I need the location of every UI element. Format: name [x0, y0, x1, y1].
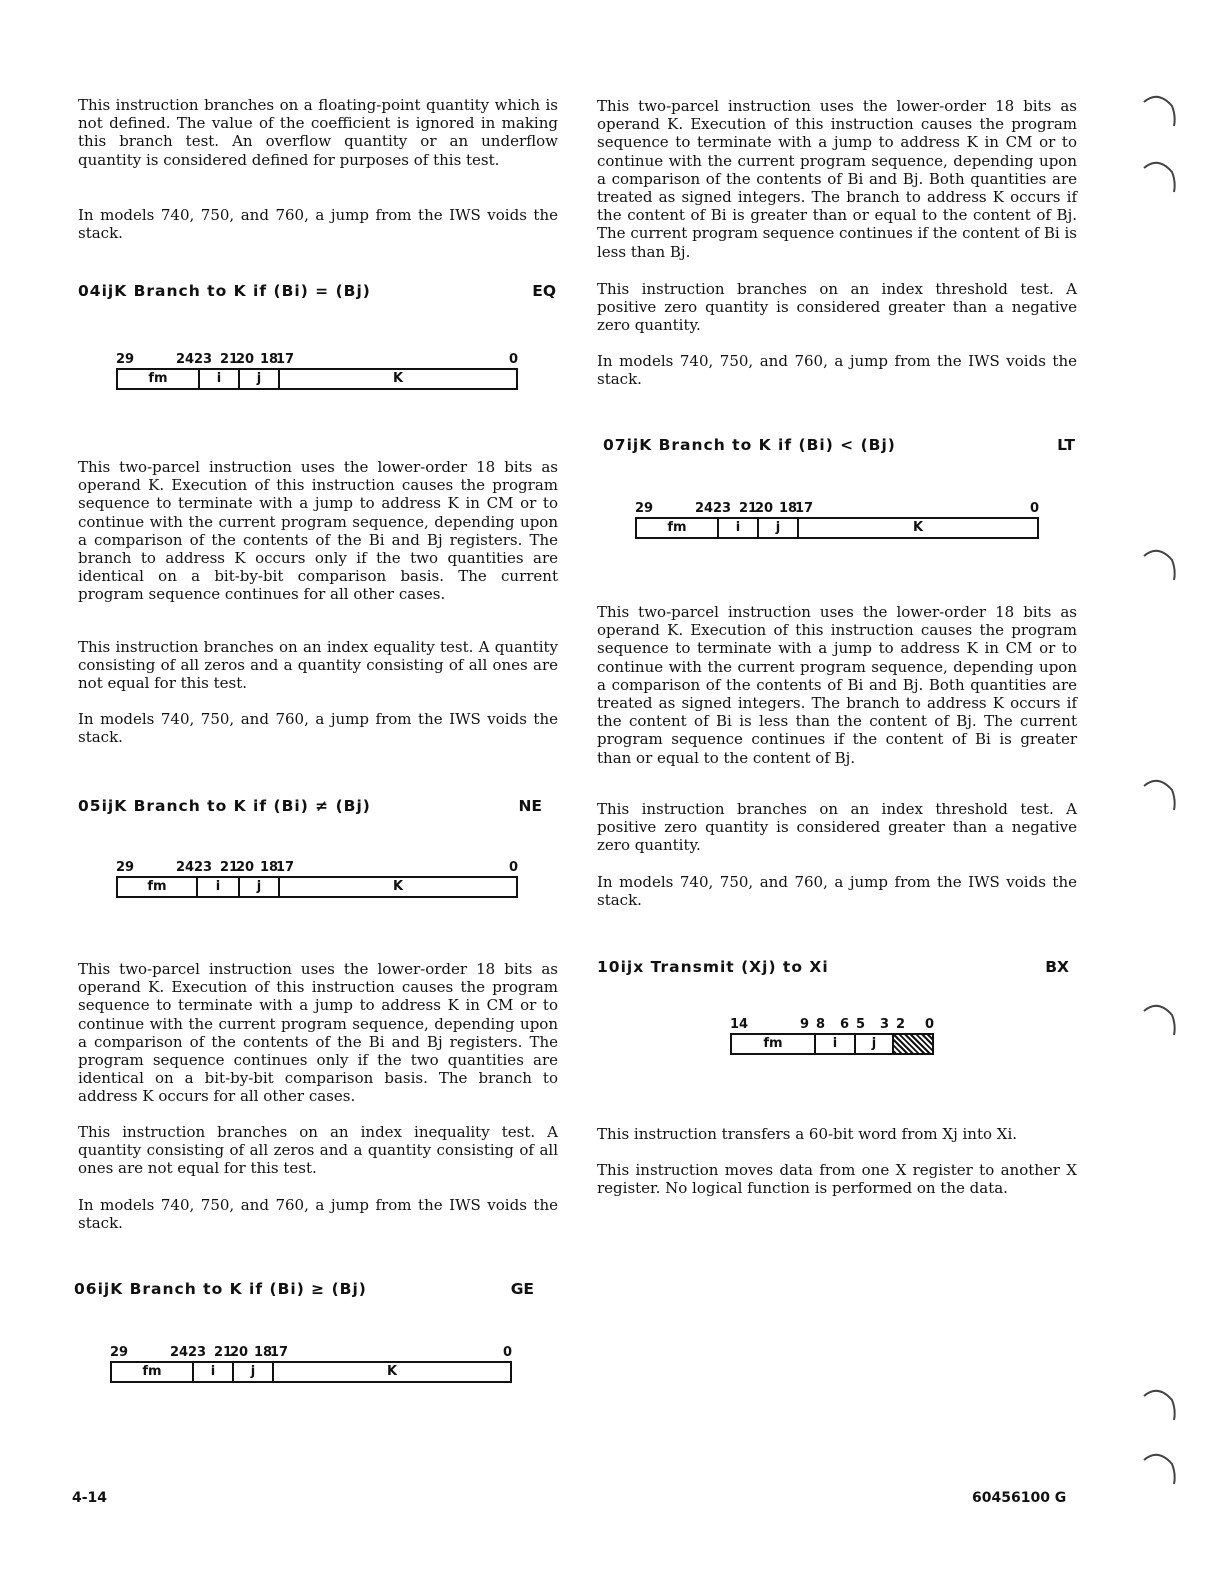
format-field: j — [238, 878, 278, 896]
bit-position-label: 21 — [214, 1345, 233, 1360]
format-box — [730, 1033, 934, 1055]
bit-position-label: 23 — [194, 860, 213, 875]
paragraph: This two-parcel instruction uses the lower-order 18 bits as operand K. Execution of this instruction causes the program sequence to terminate with a jump to address K in CM or to continue with the current program sequence, depending upon a comparison of the contents of Bi and Bj. Both quantities are treated as signed integers. The branch to address K occurs if the content of Bi is less than the content of Bj. The current program sequence continues if the content of Bi is greater than or equal to the content of Bj. — [597, 603, 1077, 767]
paragraph: This two-parcel instruction uses the lower-order 18 bits as operand K. Execution of this instruction causes the program sequence to terminate with a jump to address K in CM or to continue with the current program sequence, depending upon a comparison of the contents of the Bi and Bj registers. The branch to address K occurs only if the two quantities are identical on a bit-by-bit comparison basis. The current program sequence continues for all other cases. — [78, 458, 558, 604]
bit-position-label: 23 — [713, 501, 732, 516]
mnemonic: GE — [510, 1280, 534, 1298]
paragraph: This instruction branches on an index equality test. A quantity consisting of all zeros and a quantity consisting of all ones are not equal for this test. — [78, 638, 558, 693]
punch-hole-icon — [1140, 776, 1176, 814]
bx-heading — [597, 958, 1069, 976]
format-field: fm — [763, 1036, 783, 1051]
unused-field — [892, 1035, 932, 1053]
bit-position-label: 8 — [816, 1017, 826, 1032]
paragraph: This instruction branches on an index threshold test. A positive zero quantity is considered greater than a negative zero quantity. — [597, 800, 1077, 855]
eq-heading — [78, 282, 556, 300]
bit-position-label: 17 — [795, 501, 814, 516]
bit-position-label: 2 — [896, 1017, 906, 1032]
bit-position-label: 24 — [176, 352, 195, 367]
instruction-format-30 — [635, 501, 1039, 539]
format-field: K — [272, 1363, 510, 1381]
instruction-title: 04ijK Branch to K if (Bi) = (Bj) — [78, 282, 371, 300]
mnemonic: LT — [1057, 436, 1075, 454]
instruction-title: 07ijK Branch to K if (Bi) < (Bj) — [603, 436, 896, 454]
bit-position-label: 20 — [236, 860, 255, 875]
format-field: K — [278, 878, 516, 896]
bit-position-label: 17 — [276, 352, 295, 367]
punch-hole-icon — [1140, 1386, 1176, 1424]
bit-position-label: 0 — [924, 1017, 934, 1032]
bit-position-label: 18 — [779, 501, 798, 516]
mnemonic: BX — [1045, 958, 1069, 976]
format-field: fm — [148, 371, 168, 386]
format-box — [110, 1361, 512, 1383]
punch-hole-icon — [1140, 158, 1176, 196]
format-field: j — [854, 1035, 892, 1053]
format-field: fm — [142, 1364, 162, 1379]
bit-position-label: 24 — [695, 501, 714, 516]
bit-position-label: 14 — [730, 1017, 749, 1032]
bit-position-label: 0 — [1029, 501, 1039, 516]
instruction-format-30 — [116, 352, 518, 390]
bit-position-label: 18 — [260, 352, 279, 367]
bit-positions — [116, 860, 518, 876]
document-number: 60456100 G — [972, 1490, 1067, 1506]
bit-position-label: 24 — [170, 1345, 189, 1360]
bit-position-label: 21 — [220, 352, 239, 367]
instruction-format-15 — [730, 1017, 934, 1055]
format-field: K — [797, 519, 1037, 537]
bit-position-label: 20 — [236, 352, 255, 367]
instruction-title: 05ijK Branch to K if (Bi) ≠ (Bj) — [78, 797, 371, 815]
instruction-format-30 — [116, 860, 518, 898]
instruction-title: 10ijx Transmit (Xj) to Xi — [597, 958, 829, 976]
bit-position-label: 29 — [116, 352, 135, 367]
bit-position-label: 21 — [739, 501, 758, 516]
bit-position-label: 0 — [502, 1345, 512, 1360]
bit-positions — [116, 352, 518, 368]
format-field: K — [278, 370, 516, 388]
bit-position-label: 21 — [220, 860, 239, 875]
format-field: j — [757, 519, 797, 537]
format-field: j — [238, 370, 278, 388]
page-number: 4-14 — [72, 1490, 108, 1506]
lt-heading — [603, 436, 1075, 454]
bit-position-label: 29 — [116, 860, 135, 875]
bit-position-label: 5 — [856, 1017, 866, 1032]
mnemonic: EQ — [532, 282, 556, 300]
format-field: fm — [147, 879, 167, 894]
bit-position-label: 3 — [880, 1017, 890, 1032]
format-field: i — [198, 370, 238, 388]
format-field: i — [196, 878, 238, 896]
paragraph: This two-parcel instruction uses the lower-order 18 bits as operand K. Execution of this instruction causes the program sequence to terminate with a jump to address K in CM or to continue with the current program sequence, depending upon a comparison of the contents of the Bi and Bj registers. The program sequence continues only if the two quantities are identical on a bit-by-bit comparison basis. The branch to address K occurs for all other cases. — [78, 960, 558, 1106]
paragraph: This two-parcel instruction uses the lower-order 18 bits as operand K. Execution of this instruction causes the program sequence to terminate with a jump to address K in CM or to continue with the current program sequence, depending upon a comparison of the contents of Bi and Bj. Both quantities are treated as signed integers. The branch to address K occurs if the content of Bi is greater than or equal to the content of Bj. The current program sequence continues if the content of Bi is less than Bj. — [597, 97, 1077, 261]
paragraph: In models 740, 750, and 760, a jump from the IWS voids the stack. — [597, 352, 1077, 389]
bit-positions — [730, 1017, 934, 1033]
bit-position-label: 29 — [635, 501, 654, 516]
instruction-format-30 — [110, 1345, 512, 1383]
paragraph: In models 740, 750, and 760, a jump from the IWS voids the stack. — [78, 710, 558, 747]
paragraph: This instruction branches on an index threshold test. A positive zero quantity is considered greater than a negative zero quantity. — [597, 280, 1077, 335]
bit-position-label: 23 — [188, 1345, 207, 1360]
paragraph: This instruction branches on a floating-point quantity which is not defined. The value of the coefficient is ignored in making this branch test. An overflow quantity or an underflow quantity is considered defined for purposes of this test. — [78, 96, 558, 169]
bit-position-label: 9 — [800, 1017, 810, 1032]
punch-hole-icon — [1140, 1450, 1176, 1488]
bit-position-label: 0 — [508, 352, 518, 367]
punch-hole-icon — [1140, 92, 1176, 130]
punch-hole-icon — [1140, 1001, 1176, 1039]
paragraph: In models 740, 750, and 760, a jump from the IWS voids the stack. — [78, 1196, 558, 1233]
instruction-title: 06ijK Branch to K if (Bi) ≥ (Bj) — [74, 1280, 367, 1298]
bit-position-label: 20 — [755, 501, 774, 516]
paragraph: This instruction transfers a 60-bit word from Xj into Xi. — [597, 1125, 1018, 1143]
bit-position-label: 18 — [260, 860, 279, 875]
format-box — [116, 876, 518, 898]
bit-position-label: 23 — [194, 352, 213, 367]
paragraph: In models 740, 750, and 760, a jump from the IWS voids the stack. — [78, 206, 558, 243]
mnemonic: NE — [518, 797, 542, 815]
format-field: i — [814, 1035, 854, 1053]
paragraph: This instruction branches on an index inequality test. A quantity consisting of all zeros and a quantity consisting of all ones are not equal for this test. — [78, 1123, 558, 1178]
bit-position-label: 6 — [840, 1017, 850, 1032]
bit-position-label: 0 — [508, 860, 518, 875]
bit-position-label: 20 — [230, 1345, 249, 1360]
bit-position-label: 29 — [110, 1345, 129, 1360]
bit-position-label: 17 — [276, 860, 295, 875]
bit-position-label: 24 — [176, 860, 195, 875]
punch-hole-icon — [1140, 546, 1176, 584]
ne-heading — [78, 797, 542, 815]
paragraph: In models 740, 750, and 760, a jump from the IWS voids the stack. — [597, 873, 1077, 910]
format-field: fm — [667, 520, 687, 535]
bit-position-label: 17 — [270, 1345, 289, 1360]
format-field: j — [232, 1363, 272, 1381]
format-field: i — [192, 1363, 232, 1381]
paragraph: This instruction moves data from one X register to another X register. No logical function is performed on the data. — [597, 1161, 1077, 1198]
ge-heading — [74, 1280, 534, 1298]
bit-positions — [635, 501, 1039, 517]
bit-position-label: 18 — [254, 1345, 273, 1360]
format-box — [116, 368, 518, 390]
format-box — [635, 517, 1039, 539]
format-field: i — [717, 519, 757, 537]
bit-positions — [110, 1345, 512, 1361]
